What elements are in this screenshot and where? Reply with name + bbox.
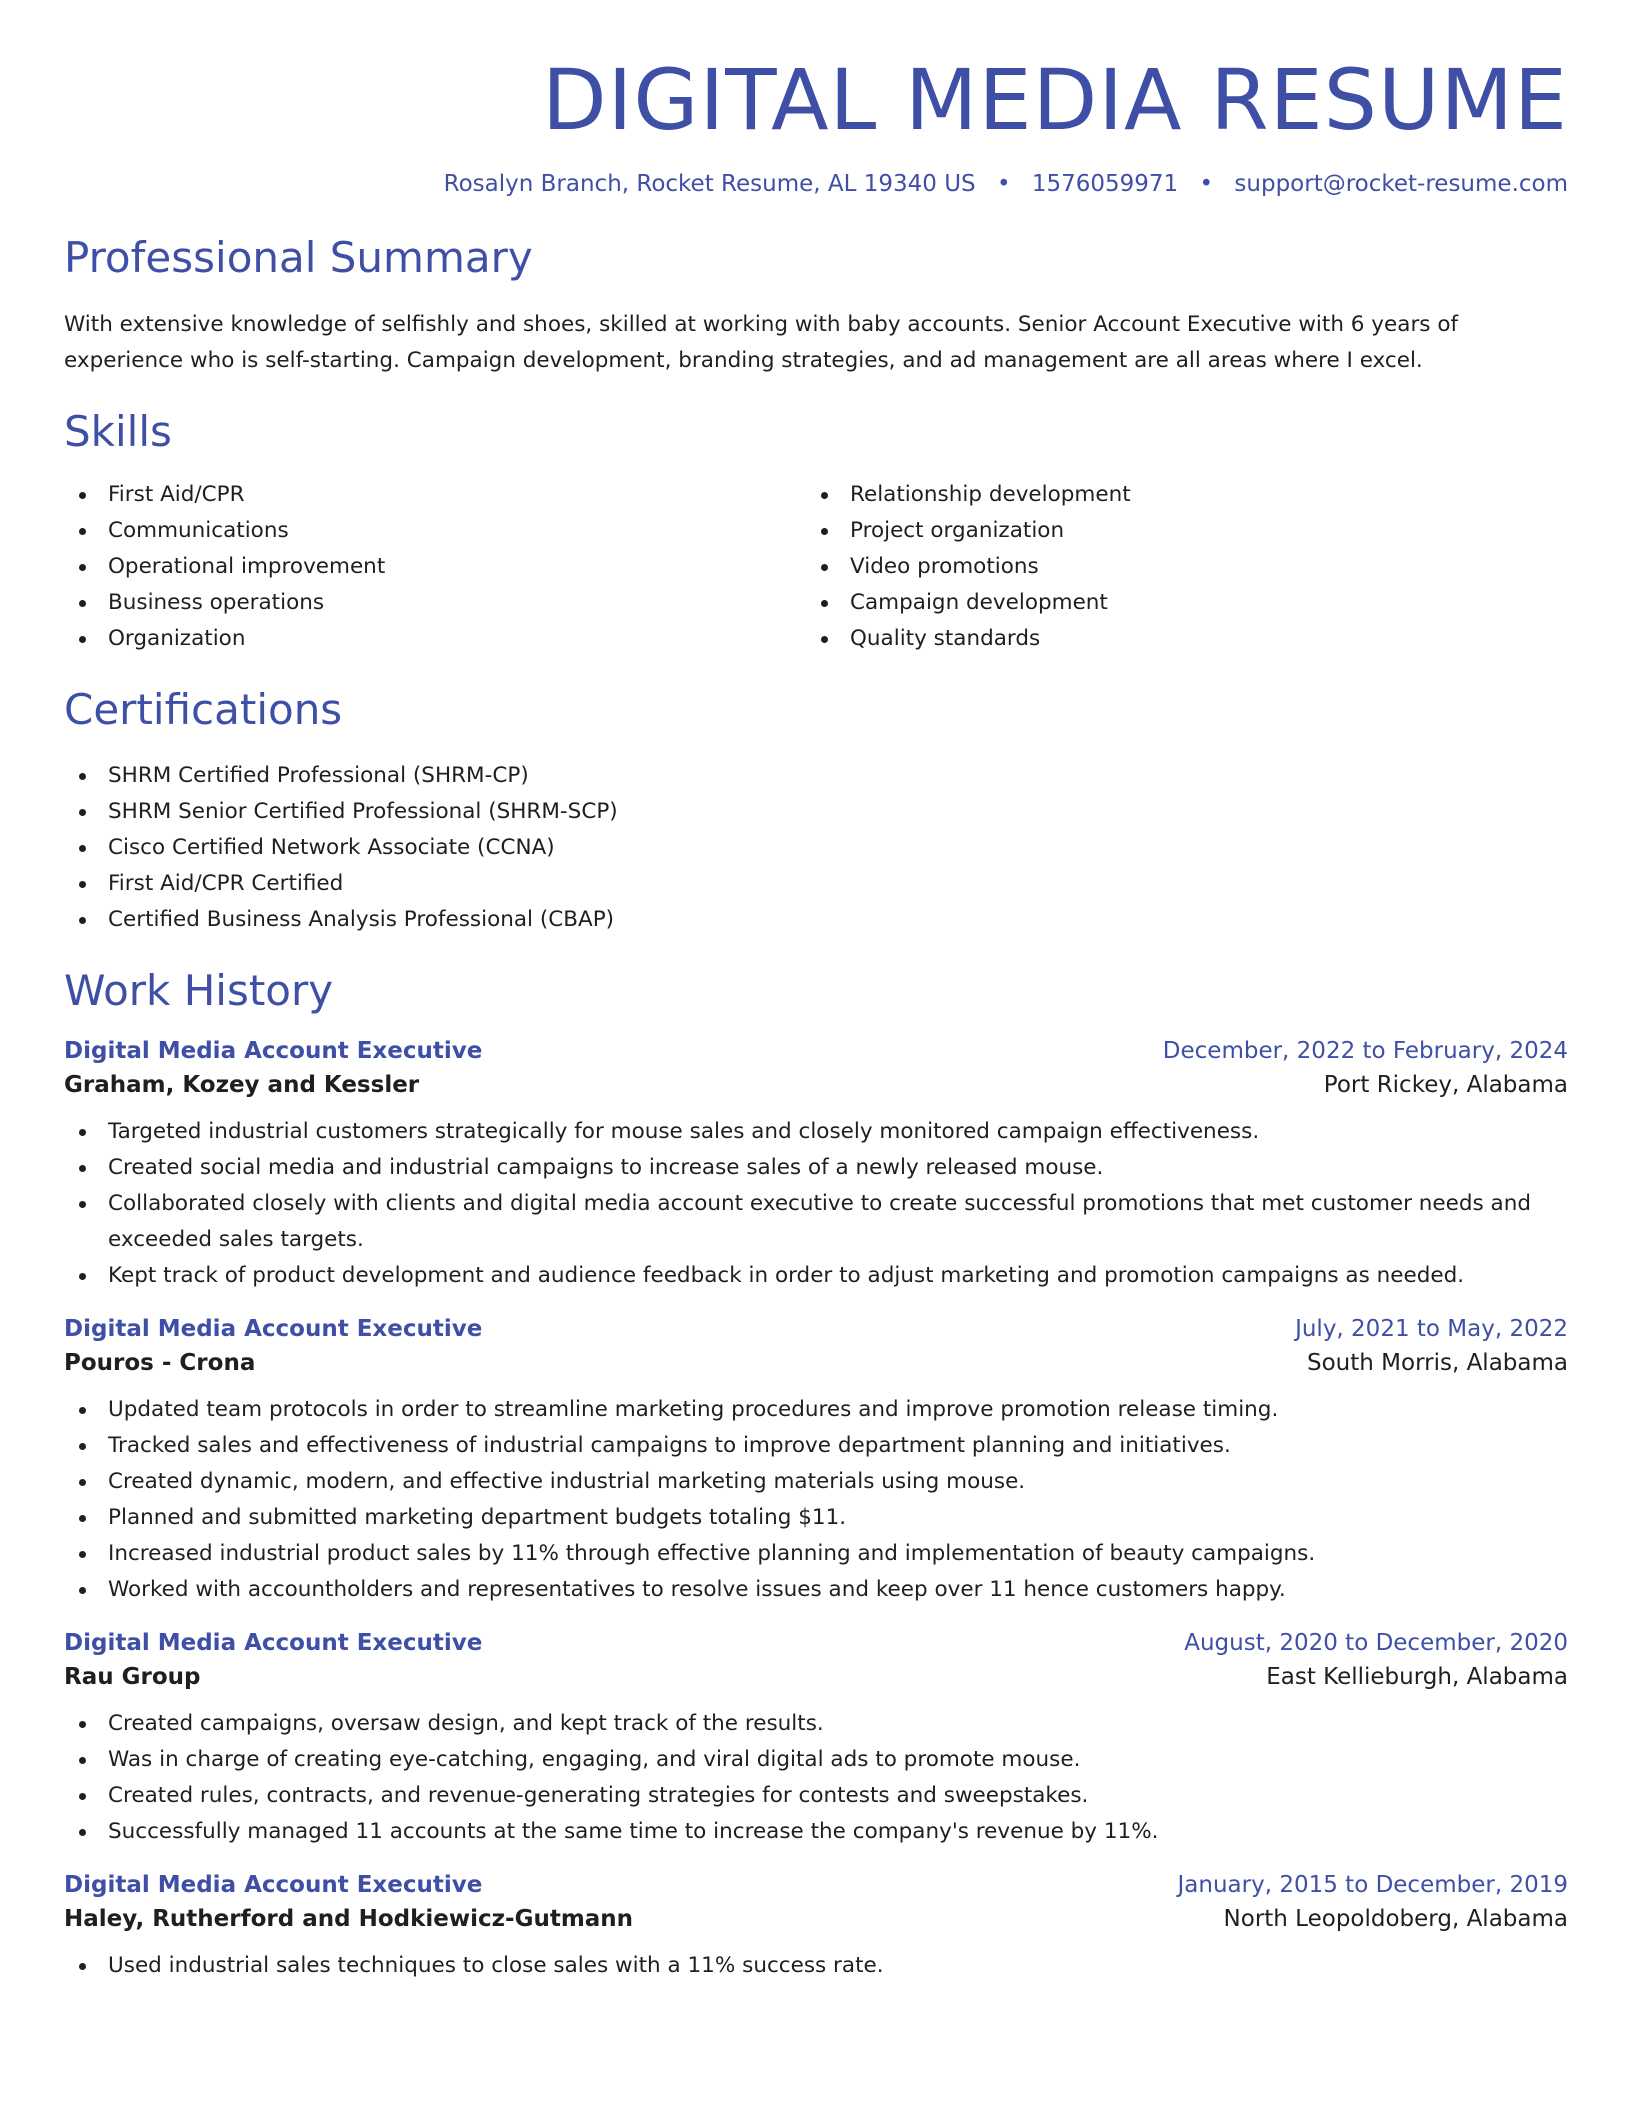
job-entry (64, 1872, 1568, 1984)
company-name: Pouros - Crona (64, 1350, 256, 1377)
certifications-list (64, 758, 1568, 938)
job-location: East Kellieburgh, Alabama (1266, 1664, 1568, 1691)
certification-item: SHRM Certified Professional (SHRM-CP) (64, 758, 1568, 794)
skill-item: First Aid/CPR (64, 477, 806, 513)
contact-line (64, 171, 1568, 197)
company-name: Haley, Rutherford and Hodkiewicz-Gutmann (64, 1906, 634, 1933)
skill-item: Operational improvement (64, 549, 806, 585)
job-title: Digital Media Account Executive (64, 1316, 483, 1343)
job-bullet: Worked with accountholders and representatives to resolve issues and keep over 11 hence customers happy. (64, 1572, 1568, 1608)
summary-text: With extensive knowledge of selfishly and shoes, skilled at working with baby accounts. Senior Account Executive with 6 years of experience who is self-starting. Campaign development, branding strategies, and ad management are all areas where I excel. (64, 311, 1459, 373)
job-bullet: Was in charge of creating eye-catching, engaging, and viral digital ads to promote mouse. (64, 1742, 1568, 1778)
skill-item: Campaign development (806, 585, 1548, 621)
job-bullets (64, 1114, 1568, 1294)
job-bullet: Used industrial sales techniques to close sales with a 11% success rate. (64, 1948, 1568, 1984)
job-title: Digital Media Account Executive (64, 1872, 483, 1899)
skill-item: Video promotions (806, 549, 1548, 585)
job-bullets (64, 1948, 1568, 1984)
certifications-heading: Certifications (64, 685, 343, 735)
job-title: Digital Media Account Executive (64, 1630, 483, 1657)
job-dates: July, 2021 to May, 2022 (1295, 1316, 1568, 1343)
job-bullet: Targeted industrial customers strategically for mouse sales and closely monitored campaign effectiveness. (64, 1114, 1568, 1150)
certification-item: Cisco Certified Network Associate (CCNA) (64, 830, 1568, 866)
skill-item: Quality standards (806, 621, 1548, 657)
job-bullet: Increased industrial product sales by 11% through effective planning and implementation of beauty campaigns. (64, 1536, 1568, 1572)
work-history-heading: Work History (64, 965, 334, 1015)
contact-phone[interactable]: 1576059971 (1031, 170, 1179, 197)
skill-item: Communications (64, 513, 806, 549)
skill-item: Project organization (806, 513, 1548, 549)
job-bullet: Tracked sales and effectiveness of industrial campaigns to improve department planning and initiatives. (64, 1428, 1568, 1464)
job-location: North Leopoldoberg, Alabama (1223, 1906, 1568, 1933)
skills-columns (64, 477, 1568, 657)
summary-heading: Professional Summary (64, 232, 533, 282)
job-dates: January, 2015 to December, 2019 (1177, 1872, 1568, 1899)
contact-email[interactable]: support@rocket-resume.com (1234, 170, 1568, 197)
job-location: Port Rickey, Alabama (1323, 1072, 1568, 1099)
job-dates: August, 2020 to December, 2020 (1184, 1630, 1568, 1657)
job-bullet: Created rules, contracts, and revenue-generating strategies for contests and sweepstakes. (64, 1778, 1568, 1814)
resume-title: DIGITAL MEDIA RESUME (541, 51, 1568, 149)
company-name: Graham, Kozey and Kessler (64, 1072, 420, 1099)
skills-list-right (806, 477, 1548, 657)
job-entry (64, 1630, 1568, 1850)
job-bullet: Kept track of product development and audience feedback in order to adjust marketing and promotion campaigns as needed. (64, 1258, 1568, 1294)
certification-item: SHRM Senior Certified Professional (SHRM-SCP) (64, 794, 1568, 830)
job-bullet: Created campaigns, oversaw design, and kept track of the results. (64, 1706, 1568, 1742)
contact-separator: • (996, 170, 1011, 197)
job-title: Digital Media Account Executive (64, 1038, 483, 1065)
certification-item: First Aid/CPR Certified (64, 866, 1568, 902)
skill-item: Relationship development (806, 477, 1548, 513)
skills-list-left (64, 477, 806, 657)
job-bullets (64, 1392, 1568, 1608)
job-bullet: Updated team protocols in order to streamline marketing procedures and improve promotion release timing. (64, 1392, 1568, 1428)
job-entry (64, 1038, 1568, 1294)
skill-item: Organization (64, 621, 806, 657)
company-name: Rau Group (64, 1664, 201, 1691)
job-bullet: Created dynamic, modern, and effective industrial marketing materials using mouse. (64, 1464, 1568, 1500)
job-bullet: Collaborated closely with clients and digital media account executive to create successful promotions that met customer needs and exceeded sales targets. (64, 1186, 1568, 1258)
certification-item: Certified Business Analysis Professional (CBAP) (64, 902, 1568, 938)
contact-address: Rosalyn Branch, Rocket Resume, AL 19340 US (443, 170, 976, 197)
job-dates: December, 2022 to February, 2024 (1162, 1038, 1568, 1065)
job-bullets (64, 1706, 1568, 1850)
job-bullet: Successfully managed 11 accounts at the same time to increase the company's revenue by 11%. (64, 1814, 1568, 1850)
job-bullet: Planned and submitted marketing department budgets totaling $11. (64, 1500, 1568, 1536)
skills-heading: Skills (64, 406, 172, 456)
job-entry (64, 1316, 1568, 1608)
skill-item: Business operations (64, 585, 806, 621)
job-location: South Morris, Alabama (1307, 1350, 1568, 1377)
contact-separator: • (1199, 170, 1214, 197)
job-bullet: Created social media and industrial campaigns to increase sales of a newly released mouse. (64, 1150, 1568, 1186)
